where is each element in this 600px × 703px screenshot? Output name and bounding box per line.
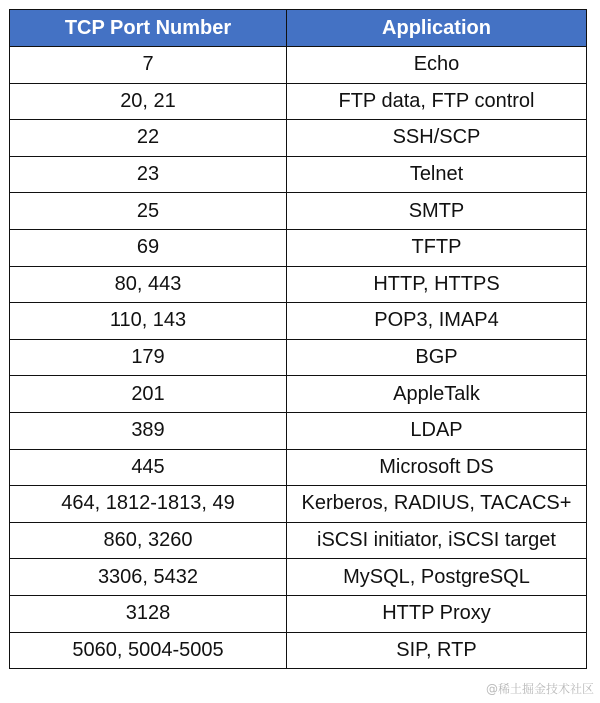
table-row (10, 376, 587, 413)
table-row (10, 449, 587, 486)
port-cell: 179 (10, 339, 287, 376)
port-cell: 860, 3260 (10, 522, 287, 559)
port-cell: 464, 1812-1813, 49 (10, 486, 287, 523)
table-row (10, 559, 587, 596)
application-cell: MySQL, PostgreSQL (287, 559, 587, 596)
table-row (10, 120, 587, 157)
table-row (10, 156, 587, 193)
table-row (10, 83, 587, 120)
table-row (10, 229, 587, 266)
tcp-port-table (9, 9, 587, 669)
table-row (10, 266, 587, 303)
application-cell: BGP (287, 339, 587, 376)
table-row (10, 47, 587, 84)
application-cell: iSCSI initiator, iSCSI target (287, 522, 587, 559)
application-cell: SSH/SCP (287, 120, 587, 157)
application-cell: FTP data, FTP control (287, 83, 587, 120)
application-cell: HTTP Proxy (287, 595, 587, 632)
header-port: TCP Port Number (10, 10, 287, 47)
application-cell: SIP, RTP (287, 632, 587, 669)
application-cell: Telnet (287, 156, 587, 193)
table-row (10, 303, 587, 340)
application-cell: AppleTalk (287, 376, 587, 413)
table-body (10, 47, 587, 669)
table-row (10, 486, 587, 523)
application-cell: LDAP (287, 412, 587, 449)
application-cell: POP3, IMAP4 (287, 303, 587, 340)
application-cell: SMTP (287, 193, 587, 230)
port-cell: 23 (10, 156, 287, 193)
port-cell: 7 (10, 47, 287, 84)
table-row (10, 193, 587, 230)
application-cell: Kerberos, RADIUS, TACACS+ (287, 486, 587, 523)
table-row (10, 412, 587, 449)
port-cell: 20, 21 (10, 83, 287, 120)
port-cell: 110, 143 (10, 303, 287, 340)
application-cell: HTTP, HTTPS (287, 266, 587, 303)
port-cell: 3306, 5432 (10, 559, 287, 596)
table-row (10, 595, 587, 632)
header-row (10, 10, 587, 47)
port-cell: 445 (10, 449, 287, 486)
watermark: @稀土掘金技术社区 (485, 682, 594, 696)
port-cell: 389 (10, 412, 287, 449)
application-cell: Microsoft DS (287, 449, 587, 486)
port-cell: 25 (10, 193, 287, 230)
port-table-container (9, 9, 586, 669)
table-header (10, 10, 587, 47)
application-cell: Echo (287, 47, 587, 84)
port-cell: 69 (10, 229, 287, 266)
port-cell: 80, 443 (10, 266, 287, 303)
header-application: Application (287, 10, 587, 47)
port-cell: 22 (10, 120, 287, 157)
table-row (10, 522, 587, 559)
table-row (10, 632, 587, 669)
application-cell: TFTP (287, 229, 587, 266)
port-cell: 3128 (10, 595, 287, 632)
table-row (10, 339, 587, 376)
port-cell: 201 (10, 376, 287, 413)
port-cell: 5060, 5004-5005 (10, 632, 287, 669)
